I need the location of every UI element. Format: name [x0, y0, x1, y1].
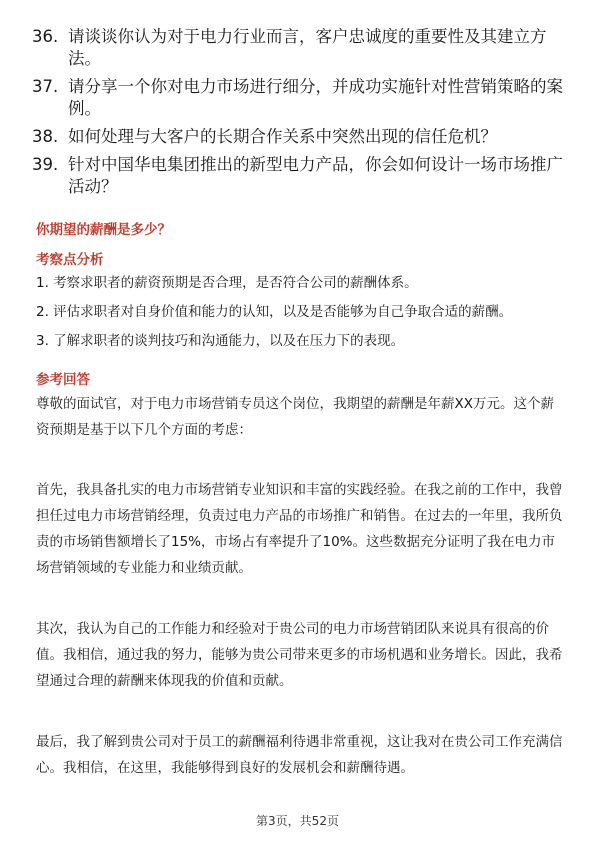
list-item [32, 154, 572, 198]
answer-heading: 参考回答 [36, 372, 90, 388]
question-text: 针对中国华电集团推出的新型电力产品，你会如何设计一场市场推广活动？ [68, 155, 563, 196]
question-text: 如何处理与大客户的长期合作关系中突然出现的信任危机？ [68, 127, 497, 146]
answer-paragraph: 首先，我具备扎实的电力市场营销专业知识和丰富的实践经验。在我之前的工作中，我曾担任过电力市场营销经理，负责过电力产品的市场推广和销售。在过去的一年里，我所负责的市场销售额增长了15%，市场占有率提升了10%。这些数据充分证明了我在电力市场营销领域的专业能力和业绩贡献。 [36, 482, 563, 576]
question-number: 37. [32, 77, 59, 96]
main-question-heading: 你期望的薪酬是多少？ [36, 222, 171, 238]
question-number: 36. [32, 27, 59, 46]
answer-paragraph: 其次，我认为自己的工作能力和经验对于贵公司的电力市场营销团队来说具有很高的价值。我相信，通过我的努力，能够为贵公司带来更多的市场机遇和业务增长。因此，我希望通过合理的薪酬来体现我的价值和贡献。 [36, 621, 563, 689]
list-item [32, 126, 572, 148]
analysis-item: 2. 评估求职者对自身价值和能力的认知，以及是否能够为自己争取合适的薪酬。 [36, 304, 513, 320]
question-list [32, 26, 572, 204]
list-item [32, 76, 572, 120]
answer-paragraph: 尊敬的面试官，对于电力市场营销专员这个岗位，我期望的薪酬是年薪XX万元。这个薪资预期是基于以下几个方面的考虑： [36, 396, 554, 438]
question-number: 39. [32, 155, 59, 174]
list-item [32, 26, 572, 70]
question-text: 请分享一个你对电力市场进行细分，并成功实施针对性营销策略的案例。 [68, 77, 563, 118]
page-footer: 第3页，共52页 [256, 814, 339, 828]
question-text: 请谈谈你认为对于电力行业而言，客户忠诚度的重要性及其建立方法。 [68, 27, 547, 68]
question-number: 38. [32, 127, 59, 146]
answer-paragraph: 最后，我了解到贵公司对于员工的薪酬福利待遇非常重视，这让我对在贵公司工作充满信心。我相信，在这里，我能够得到良好的发展机会和薪酬待遇。 [36, 734, 563, 776]
analysis-heading: 考察点分析 [36, 252, 104, 268]
analysis-item: 1. 考察求职者的薪资预期是否合理，是否符合公司的薪酬体系。 [36, 275, 418, 291]
analysis-item: 3. 了解求职者的谈判技巧和沟通能力，以及在压力下的表现。 [36, 333, 405, 349]
